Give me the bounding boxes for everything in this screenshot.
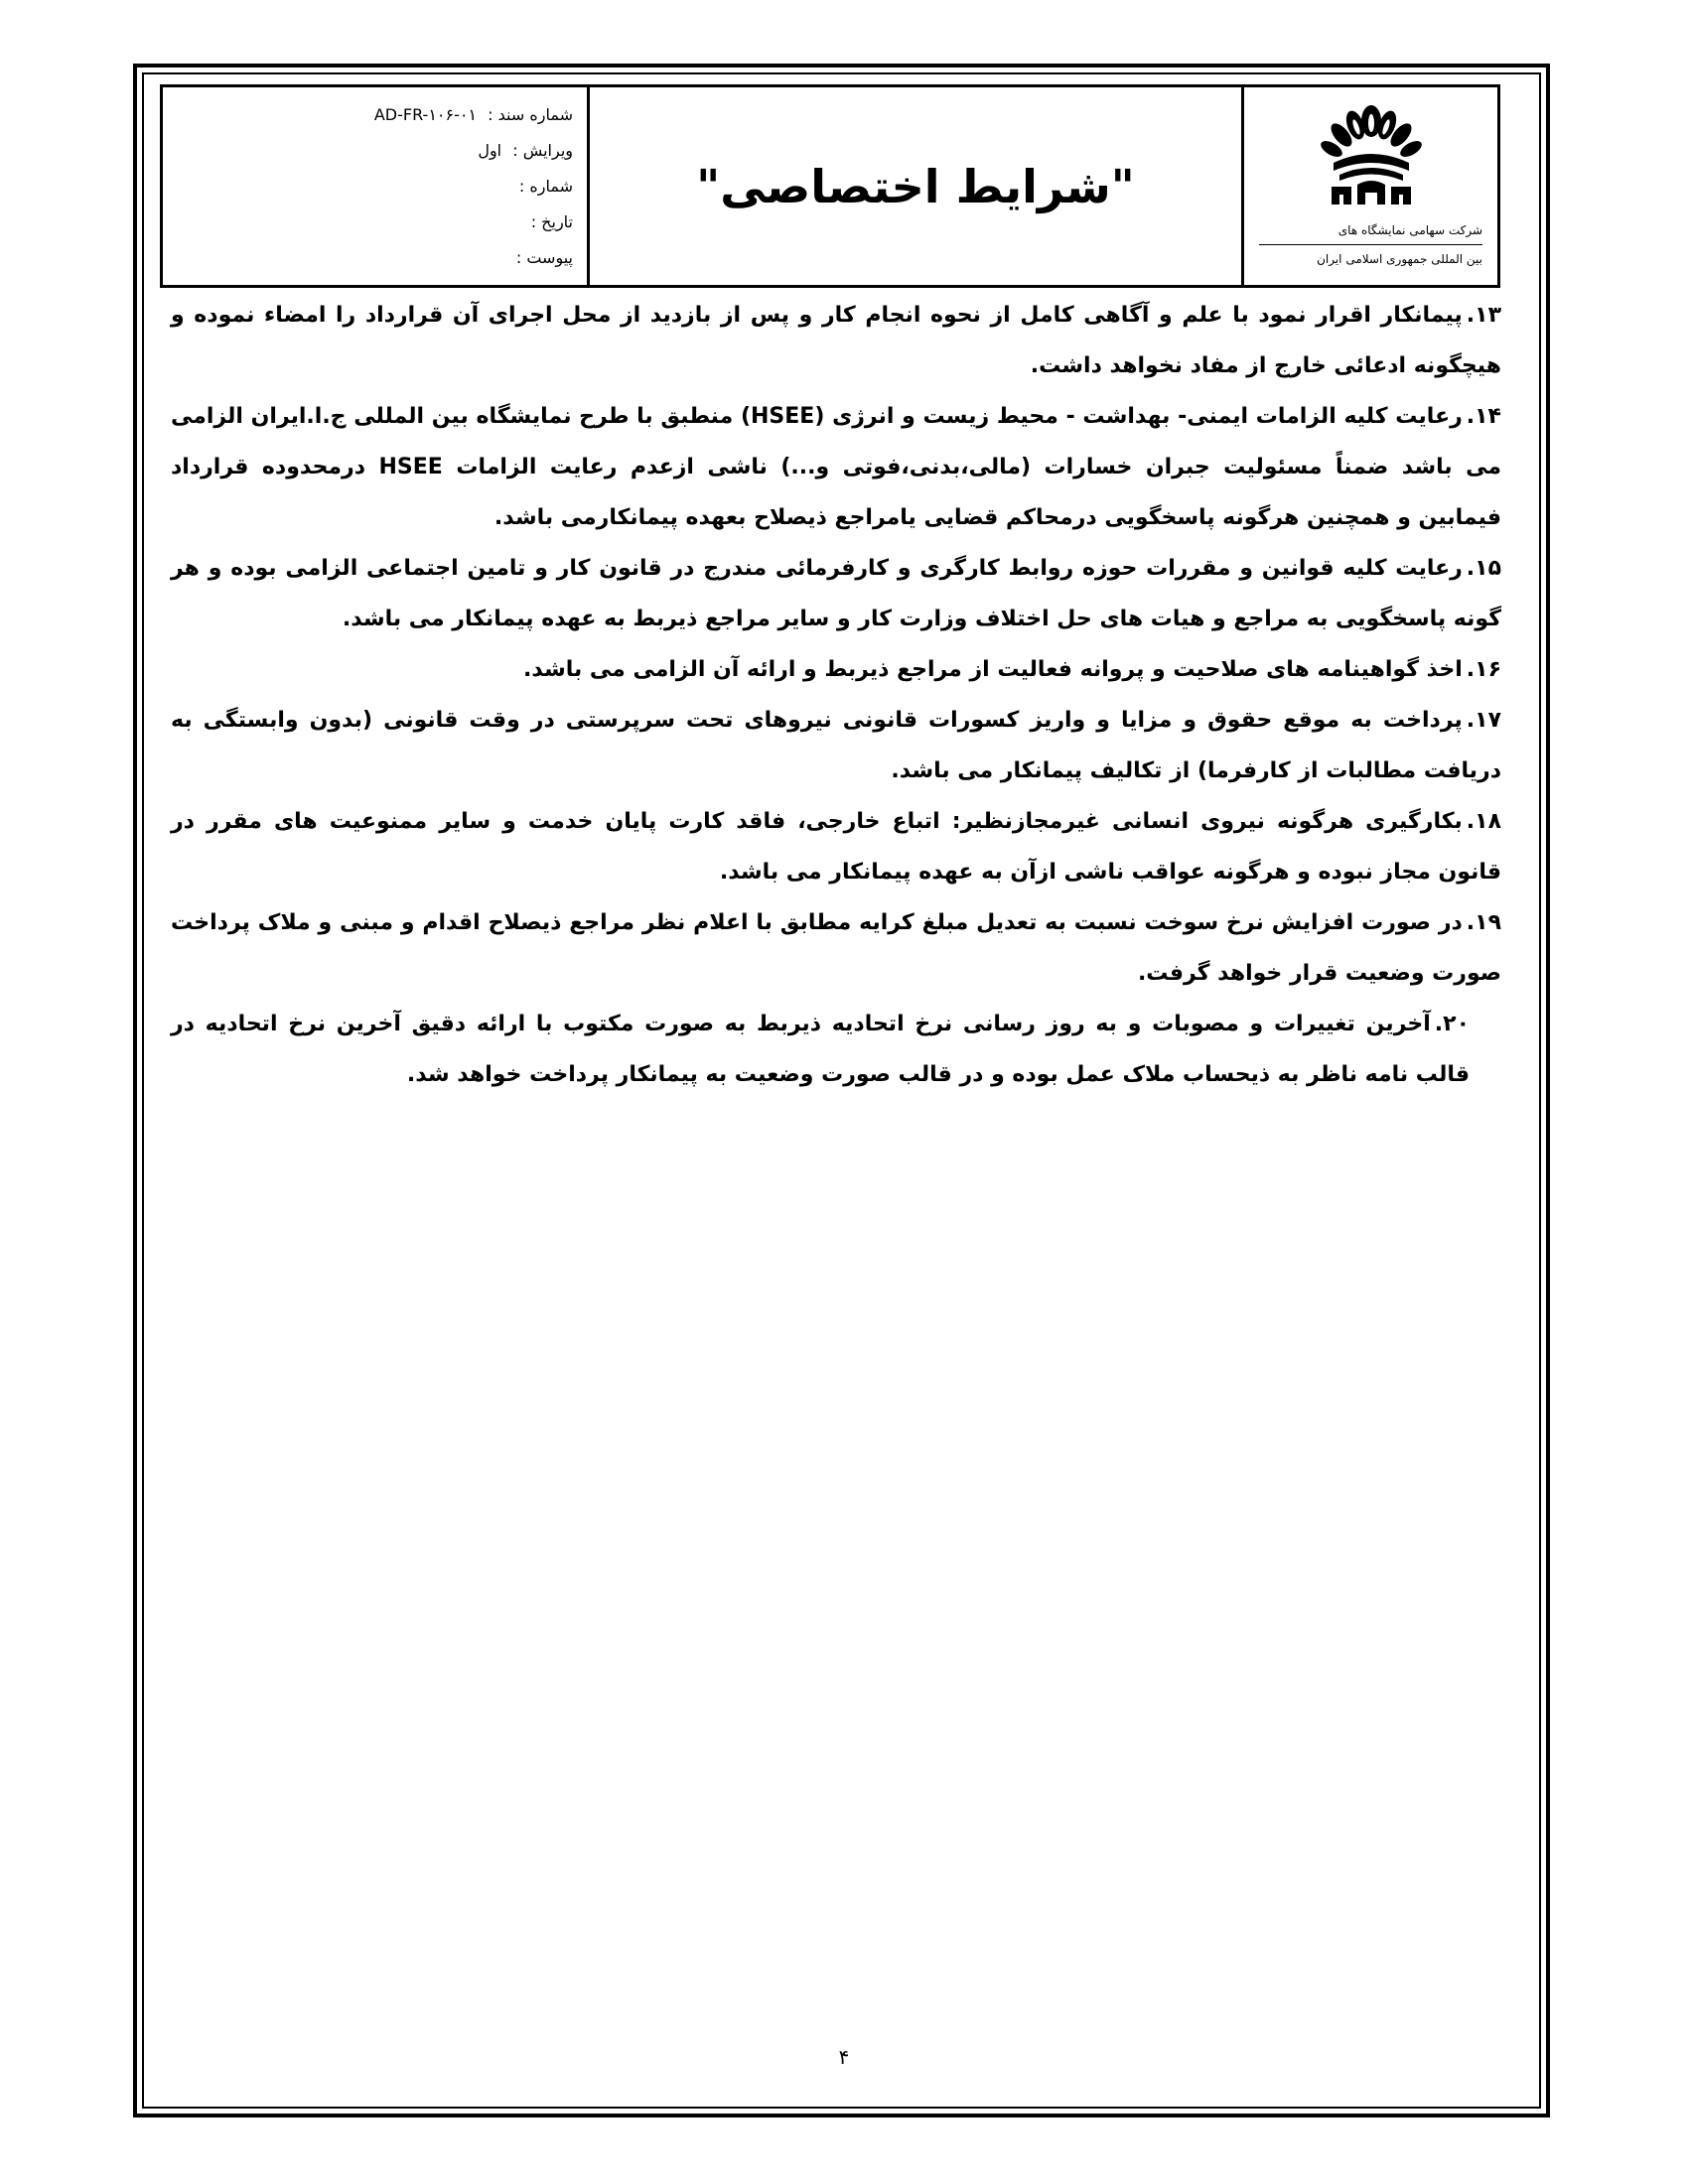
- company-name-line1: شرکت سهامی نمایشگاه های: [1337, 223, 1482, 237]
- meta-label: ویرایش :: [512, 141, 573, 160]
- document-meta-block: [163, 87, 590, 285]
- company-name: [1259, 216, 1482, 273]
- meta-label: شماره سند :: [488, 105, 573, 124]
- clause-17: [171, 695, 1501, 796]
- clause-number: ۲۰.: [1434, 1012, 1470, 1036]
- meta-attachment: [177, 240, 573, 276]
- clause-20: [171, 999, 1501, 1100]
- company-name-line2: بین المللی جمهوری اسلامی ایران: [1259, 244, 1482, 273]
- clause-14: [171, 391, 1501, 543]
- clause-number: ۱۶.: [1466, 657, 1501, 682]
- clause-13: [171, 290, 1501, 391]
- meta-value: AD-FR-۱۰۶-۰۱: [373, 105, 478, 124]
- clause-number: ۱۷.: [1466, 708, 1501, 733]
- page-number: ۴: [838, 2045, 850, 2069]
- clause-number: ۱۵.: [1466, 556, 1501, 581]
- meta-number: [177, 169, 573, 205]
- meta-label: شماره :: [518, 177, 573, 196]
- clause-19: [171, 897, 1501, 999]
- clause-18: [171, 796, 1501, 897]
- meta-revision: [177, 133, 573, 169]
- clause-text: بکارگیری هرگونه نیروی انسانی غیرمجازنظیر: اتباع خارجی، فاقد کارت پایان خدمت و سایر ممنوعیت های مقرر در قانون مجاز نبوده و هرگونه عواقب ناشی ازآن به عهده پیمانکار می باشد.: [171, 809, 1501, 885]
- company-logo-icon: [1312, 101, 1431, 210]
- clause-text: رعایت کلیه الزامات ایمنی- بهداشت - محیط زیست و انرژی (HSEE) منطبق با طرح نمایشگاه بین المللی ج.ا.ایران الزامی می باشد ضمناً مسئولیت جبران خسارات (مالی،بدنی،فوتی و...) ناشی ازعدم رعایت الزامات HSEE درمحدوده قرارداد فیمابین و همچنین هرگونه پاسخگویی درمحاکم قضایی یامراجع ذیصلاح بعهده پیمانکارمی باشد.: [171, 404, 1501, 530]
- clause-15: [171, 543, 1501, 644]
- clauses-body: [171, 290, 1501, 1100]
- clause-text: اخذ گواهینامه های صلاحیت و پروانه فعالیت از مراجع ذیربط و ارائه آن الزامی می باشد.: [523, 657, 1463, 682]
- clause-text: رعایت کلیه قوانین و مقررات حوزه روابط کارگری و کارفرمائی مندرج در قانون کار و تامین اجتماعی الزامی بوده و هر گونه پاسخگویی به مراجع و هیات های حل اختلاف وزارت کار و سایر مراجع ذیربط به عهده پیمانکار می باشد.: [171, 556, 1501, 631]
- company-logo-block: [1244, 87, 1497, 285]
- clause-number: ۱۸.: [1466, 809, 1501, 834]
- meta-doc-number: [177, 97, 573, 133]
- clause-number: ۱۳.: [1466, 303, 1501, 328]
- page-title: "شرایط اختصاصی": [696, 159, 1135, 213]
- clause-text: در صورت افزایش نرخ سوخت نسبت به تعدیل مبلغ کرایه مطابق با اعلام نظر مراجع ذیصلاح اقدام و مبنی و ملاک پرداخت صورت وضعیت قرار خواهد گرفت.: [171, 910, 1501, 986]
- clause-text: آخرین تغییرات و مصوبات و به روز رسانی نرخ اتحادیه ذیربط به صورت مکتوب با ارائه دقیق آخرین نرخ اتحادیه در قالب نامه ناظر به ذیحساب ملاک عمل بوده و در قالب صورت وضعیت به پیمانکار پرداخت خواهد شد.: [171, 1012, 1470, 1087]
- document-header: [160, 84, 1500, 288]
- clause-number: ۱۴.: [1466, 404, 1501, 429]
- clause-number: ۱۹.: [1466, 910, 1501, 935]
- meta-value: اول: [478, 141, 502, 160]
- meta-label: تاریخ :: [530, 212, 573, 231]
- title-cell: [590, 87, 1244, 285]
- clause-text: پرداخت به موقع حقوق و مزایا و واریز کسورات قانونی نیروهای تحت سرپرستی در وقت قانونی (بدون وابستگی به دریافت مطالبات از کارفرما) از تکالیف پیمانکار می باشد.: [171, 708, 1501, 783]
- clause-text: پیمانکار اقرار نمود با علم و آگاهی کامل از نحوه انجام کار و پس از بازدید از محل اجرای آن قرارداد را امضاء نموده و هیچگونه ادعائی خارج از مفاد نخواهد داشت.: [171, 303, 1501, 378]
- meta-label: پیوست :: [515, 248, 573, 267]
- clause-16: [171, 644, 1501, 695]
- meta-date: [177, 205, 573, 240]
